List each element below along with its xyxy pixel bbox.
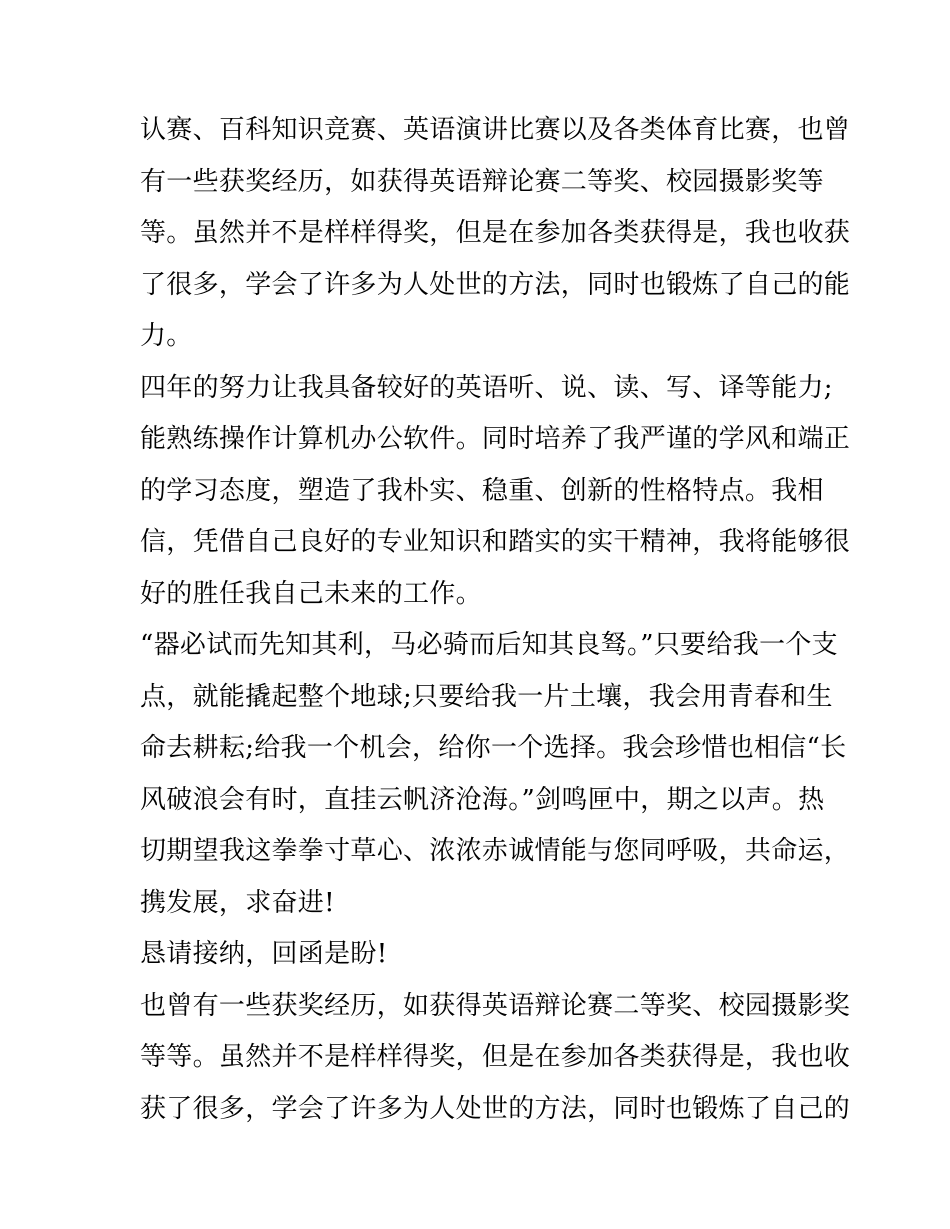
paragraph-awards-repeat	[140, 985, 851, 1140]
text-line: 认赛、百科知识竞赛、英语演讲比赛以及各类体育比赛，也曾	[140, 115, 851, 145]
text-line: 点，就能撬起整个地球;只要给我一片土壤，我会用青春和生	[140, 681, 833, 712]
text-line: 切期望我这拳拳寸草心、浓浓赤诚情能与您同呼吸，共命运，	[140, 836, 851, 866]
text-line: 信，凭借自己良好的专业知识和踏实的实干精神，我将能够很	[140, 527, 851, 557]
text-line: 四年的努力让我具备较好的英语听、说、读、写、译等能力;	[140, 372, 833, 403]
text-line: 的学习态度，塑造了我朴实、稳重、创新的性格特点。我相	[140, 475, 824, 506]
text-line: 力。	[140, 321, 193, 351]
text-line: 也曾有一些获奖经历，如获得英语辩论赛二等奖、校园摄影奖	[140, 990, 851, 1021]
text-line: 恳请接纳，回函是盼!	[140, 939, 388, 969]
text-line: 好的胜任我自己未来的工作。	[140, 578, 482, 609]
text-line: 获了很多，学会了许多为人处世的方法，同时也锻炼了自己的	[140, 1093, 851, 1124]
paragraph-aspiration	[140, 624, 851, 933]
paragraph-closing	[140, 933, 840, 985]
paragraph-abilities	[140, 367, 851, 625]
text-line: 有一些获奖经历，如获得英语辩论赛二等奖、校园摄影奖等	[140, 166, 824, 197]
document-body	[140, 109, 851, 1139]
text-line: “器必试而先知其利，马必骑而后知其良驽。”只要给我一个支	[140, 630, 838, 660]
text-line: 了很多，学会了许多为人处世的方法，同时也锻炼了自己的能	[140, 269, 851, 300]
text-line: 等。虽然并不是样样得奖，但是在参加各类获得是，我也收获	[140, 218, 851, 248]
text-line: 命去耕耘;给我一个机会，给你一个选择。我会珍惜也相信“长	[140, 733, 847, 763]
text-line: 携发展，求奋进!	[140, 887, 335, 918]
text-line: 能熟练操作计算机办公软件。同时培养了我严谨的学风和端正	[140, 424, 851, 454]
text-line: 等等。虽然并不是样样得奖，但是在参加各类获得是，我也收	[140, 1042, 851, 1072]
text-line: 风破浪会有时，直挂云帆济沧海。”剑鸣匣中，期之以声。热	[140, 784, 825, 815]
paragraph-awards	[140, 109, 851, 367]
